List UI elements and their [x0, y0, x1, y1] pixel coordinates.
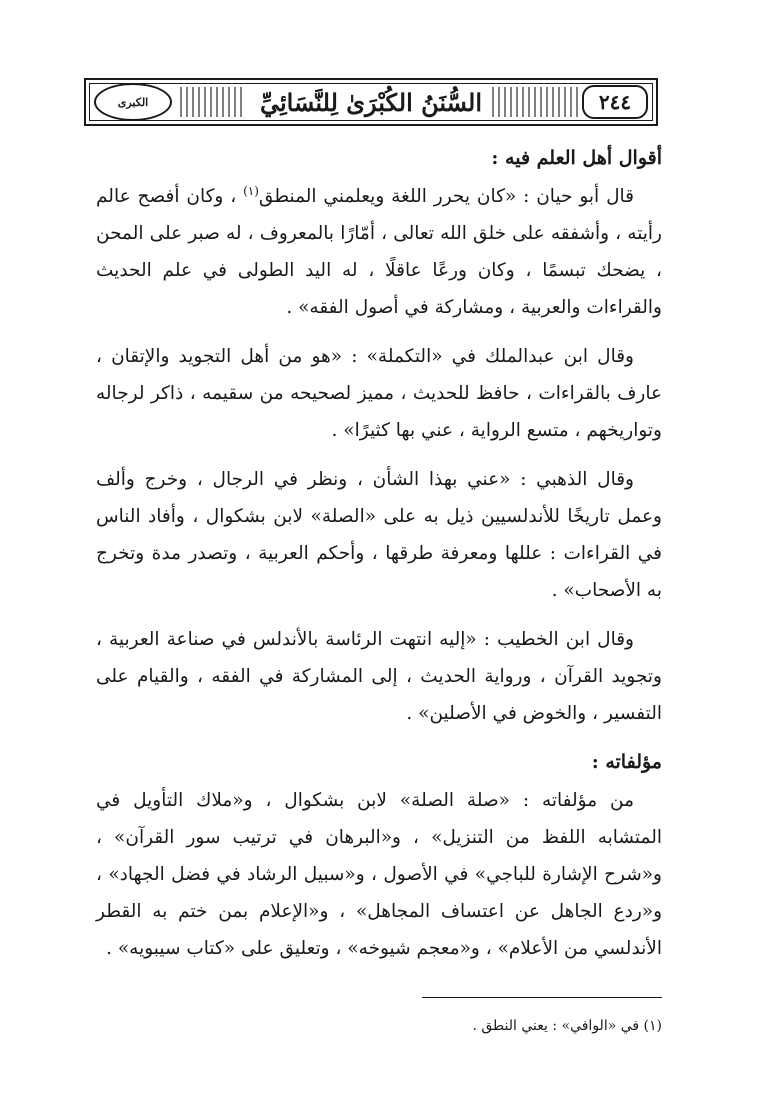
- medallion-text: الكبرى: [117, 95, 149, 109]
- paragraph-text: قال أبو حيان : «كان يحرر اللغة ويعلمني المنطق: [258, 186, 634, 207]
- page-number: ٢٤٤: [582, 85, 648, 119]
- paragraph-ibn-abdulmalik: وقال ابن عبدالملك في «التكملة» : «هو من أهل التجويد والإتقان ، عارف بالقراءات ، حافظ للحديث ، مميز لصحيحه من سقيمه ، ذاكر لرجاله وتواريخهم ، متسع الرواية ، عني بها كثيرًا» .: [96, 346, 662, 441]
- main-text: [96, 140, 662, 967]
- paragraph-works: من مؤلفاته : «صلة الصلة» لابن بشكوال ، و«ملاك التأويل في المتشابه اللفظ من التنزيل» ، و«البرهان في ترتيب سور القرآن» ، و«شرح الإشارة للباجي» في الأصول ، و«سبيل الرشاد في فضل الجهاد» ، و«ردع الجاهل عن اعتساف المجاهل» ، و«الإعلام بمن ختم به القطر الأندلسي من الأعلام» ، و«معجم شيوخه» ، وتعليق على «كتاب سيبويه» .: [96, 790, 662, 959]
- paragraph-text: ، وكان أفصح عالم رأيته ، وأشفقه على خلق الله تعالى ، أمّارًا بالمعروف ، له صبر على المحن ، يضحك تبسمًا ، وكان ورعًا عاقلًا ، له اليد الطولى في علم الحديث والقراءات والعربية ، ومشاركة في أصول الفقه» .: [96, 186, 662, 318]
- page-header: [84, 78, 658, 126]
- paragraph-abu-hayyan: [96, 178, 662, 326]
- footnote-divider: [422, 997, 662, 998]
- paragraph-dhahabi: وقال الذهبي : «عني بهذا الشأن ، ونظر في الرجال ، وخرج وألف وعمل تاريخًا للأندلسيين ذيل به على «الصلة» لابن بشكوال ، وأفاد الناس في القراءات : عللها ومعرفة طرقها ، وأحكم العربية ، وتصدر مدة وتخرج به الأصحاب» .: [96, 469, 662, 601]
- section-heading-scholars: أقوال أهل العلم فيه :: [491, 147, 662, 169]
- book-medallion-ornament: [94, 83, 172, 121]
- paragraph-ibn-alkhatib: وقال ابن الخطيب : «إليه انتهت الرئاسة بالأندلس في صناعة العربية ، وتجويد القرآن ، ورواية الحديث ، إلى المشاركة في الفقه ، والقيام على التفسير ، والخوض في الأصلين» .: [96, 629, 662, 724]
- footnote: (١) في «الوافي» : يعني النطق .: [472, 1018, 662, 1034]
- section-heading-works: مؤلفاته :: [591, 751, 662, 773]
- running-title: السُّنَنُ الكُبْرَىٰ لِلنَّسَائِيِّ: [250, 88, 492, 117]
- header-ornament-right: [492, 87, 582, 117]
- footnote-reference: (١): [243, 183, 259, 198]
- header-ornament-left: [180, 87, 242, 117]
